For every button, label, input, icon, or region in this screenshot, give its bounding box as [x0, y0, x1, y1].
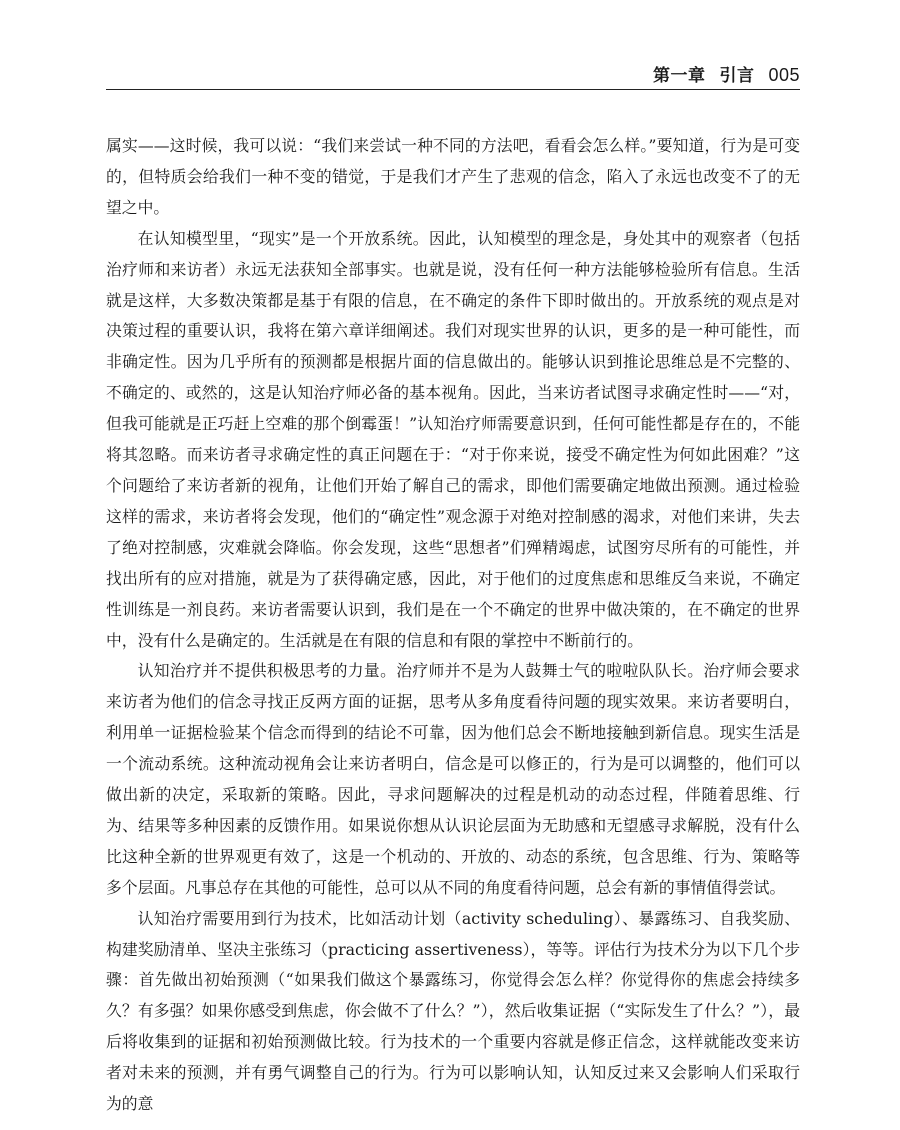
chapter-title: 引言	[719, 66, 755, 86]
chapter-label: 第一章	[652, 66, 706, 86]
header-rule	[106, 89, 800, 90]
paragraph: 认知治疗需要用到行为技术，比如活动计划（activity scheduling）、暴露练习、自我奖励、构建奖励清单、坚决主张练习（practicing assertiveness），等等。评估行为技术分为以下几个步骤：首先做出初始预测（“如果我们做这个暴露练习，你觉得会怎么样？你觉得你的焦虑会持续多久？有多强？如果你感受到焦虑，你会做不了什么？”），然后收集证据（“实际发生了什么？”），最后将收集到的证据和初始预测做比较。行为技术的一个重要内容就是修正信念，这样就能改变来访者对未来的预测，并有勇气调整自己的行为。行为可以影响认知，认知反过来又会影响人们采取行为的意	[106, 908, 800, 1114]
paragraph: 认知治疗并不提供积极思考的力量。治疗师并不是为人鼓舞士气的啦啦队队长。治疗师会要求来访者为他们的信念寻找正反两方面的证据，思考从多角度看待问题的现实效果。来访者要明白，利用单一证据检验某个信念而得到的结论不可靠，因为他们总会不断地接触到新信息。现实生活是一个流动系统。这种流动视角会让来访者明白，信念是可以修正的，行为是可以调整的，他们可以做出新的决定，采取新的策略。因此，寻求问题解决的过程是机动的动态过程，伴随着思维、行为、结果等多种因素的反馈作用。如果说你想从认识论层面为无助感和无望感寻求解脱，没有什么比这种全新的世界观更有效了，这是一个机动的、开放的、动态的系统，包含思维、行为、策略等多个层面。凡事总存在其他的可能性，总可以从不同的角度看待问题，总会有新的事情值得尝试。	[106, 661, 800, 897]
body-text	[106, 131, 800, 1120]
running-header	[106, 62, 800, 88]
paragraph: 在认知模型里，“现实”是一个开放系统。因此，认知模型的理念是，身处其中的观察者（包括治疗师和来访者）永远无法获知全部事实。也就是说，没有任何一种方法能够检验所有信息。生活就是这样，大多数决策都是基于有限的信息，在不确定的条件下即时做出的。开放系统的观点是对决策过程的重要认识，我将在第六章详细阐述。我们对现实世界的认识，更多的是一种可能性，而非确定性。因为几乎所有的预测都是根据片面的信息做出的。能够认识到推论思维总是不完整的、不确定的、或然的，这是认知治疗师必备的基本视角。因此，当来访者试图寻求确定性时——“对，但我可能就是正巧赶上空难的那个倒霉蛋！”认知治疗师需要意识到，任何可能性都是存在的，不能将其忽略。而来访者寻求确定性的真正问题在于：“对于你来说，接受不确定性为何如此困难？”这个问题给了来访者新的视角，让他们开始了解自己的需求，即他们需要确定地做出预测。通过检验这样的需求，来访者将会发现，他们的“确定性”观念源于对绝对控制感的渴求，对他们来讲，失去了绝对控制感，灾难就会降临。你会发现，这些“思想者”们殚精竭虑，试图穷尽所有的可能性，并找出所有的应对措施，就是为了获得确定感，因此，对于他们的过度焦虑和思维反刍来说，不确定性训练是一剂良药。来访者需要认识到，我们是在一个不确定的世界中做决策的，在不确定的世界中，没有什么是确定的。生活就是在有限的信息和有限的掌控中不断前行的。	[106, 228, 800, 650]
page-number: 005	[768, 65, 800, 85]
paragraph: 属实——这时候，我可以说：“我们来尝试一种不同的方法吧，看看会怎么样。”要知道，行为是可变的，但特质会给我们一种不变的错觉，于是我们才产生了悲观的信念，陷入了永远也改变不了的无望之中。	[106, 136, 800, 217]
